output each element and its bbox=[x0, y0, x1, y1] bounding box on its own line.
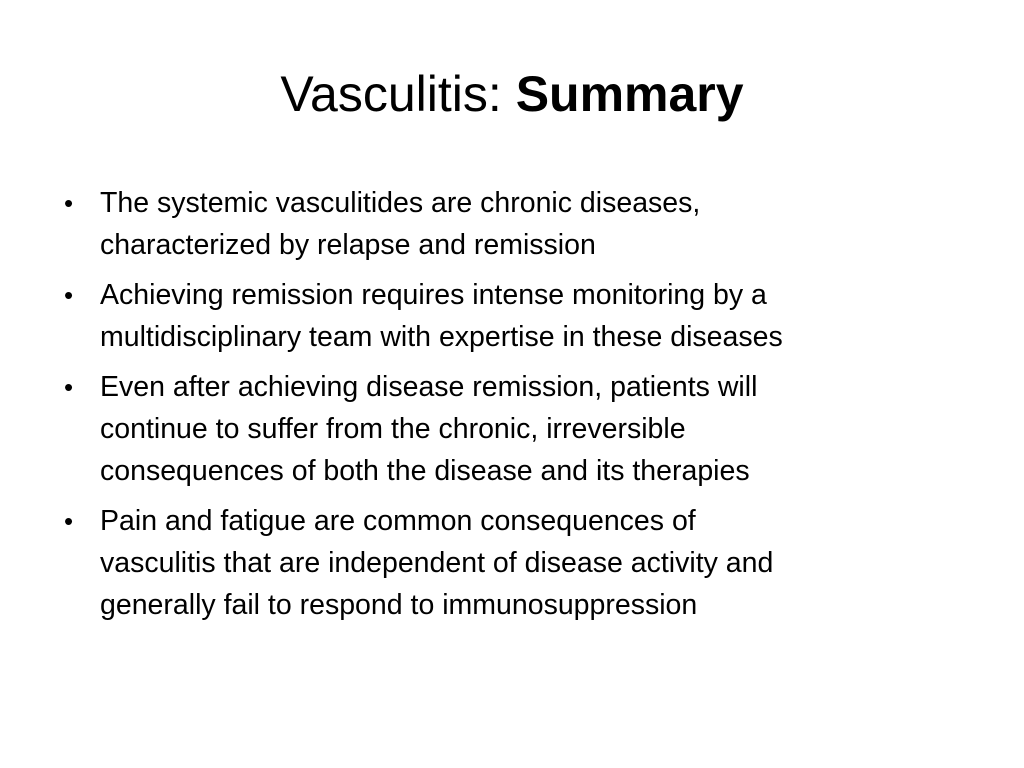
bullet-item bbox=[60, 182, 960, 266]
bullet-text-line: Pain and fatigue are common consequences of bbox=[100, 505, 696, 537]
title-emphasis: Summary bbox=[515, 66, 744, 122]
bullet-text-line: The systemic vasculitides are chronic diseases, bbox=[100, 187, 701, 219]
bullet-text-line: continue to suffer from the chronic, irreversible bbox=[100, 413, 686, 445]
title-prefix: Vasculitis: bbox=[280, 66, 516, 122]
bullet-text-line: generally fail to respond to immunosuppression bbox=[100, 589, 698, 621]
bullet-icon: • bbox=[64, 280, 74, 310]
bullet-icon: • bbox=[64, 188, 74, 218]
bullet-icon: • bbox=[64, 506, 74, 536]
bullet-text-line: consequences of both the disease and its therapies bbox=[100, 455, 750, 487]
bullet-text-line: multidisciplinary team with expertise in these diseases bbox=[100, 321, 783, 353]
bullet-icon: • bbox=[64, 372, 74, 402]
bullet-text-line: characterized by relapse and remission bbox=[100, 229, 596, 261]
bullet-list bbox=[60, 182, 960, 634]
bullet-text-line: Even after achieving disease remission, patients will bbox=[100, 371, 758, 403]
slide-title bbox=[0, 62, 1024, 126]
bullet-item bbox=[60, 500, 960, 626]
bullet-item bbox=[60, 274, 960, 358]
bullet-text-line: Achieving remission requires intense monitoring by a bbox=[100, 279, 767, 311]
bullet-text-line: vasculitis that are independent of disease activity and bbox=[100, 547, 774, 579]
bullet-item bbox=[60, 366, 960, 492]
